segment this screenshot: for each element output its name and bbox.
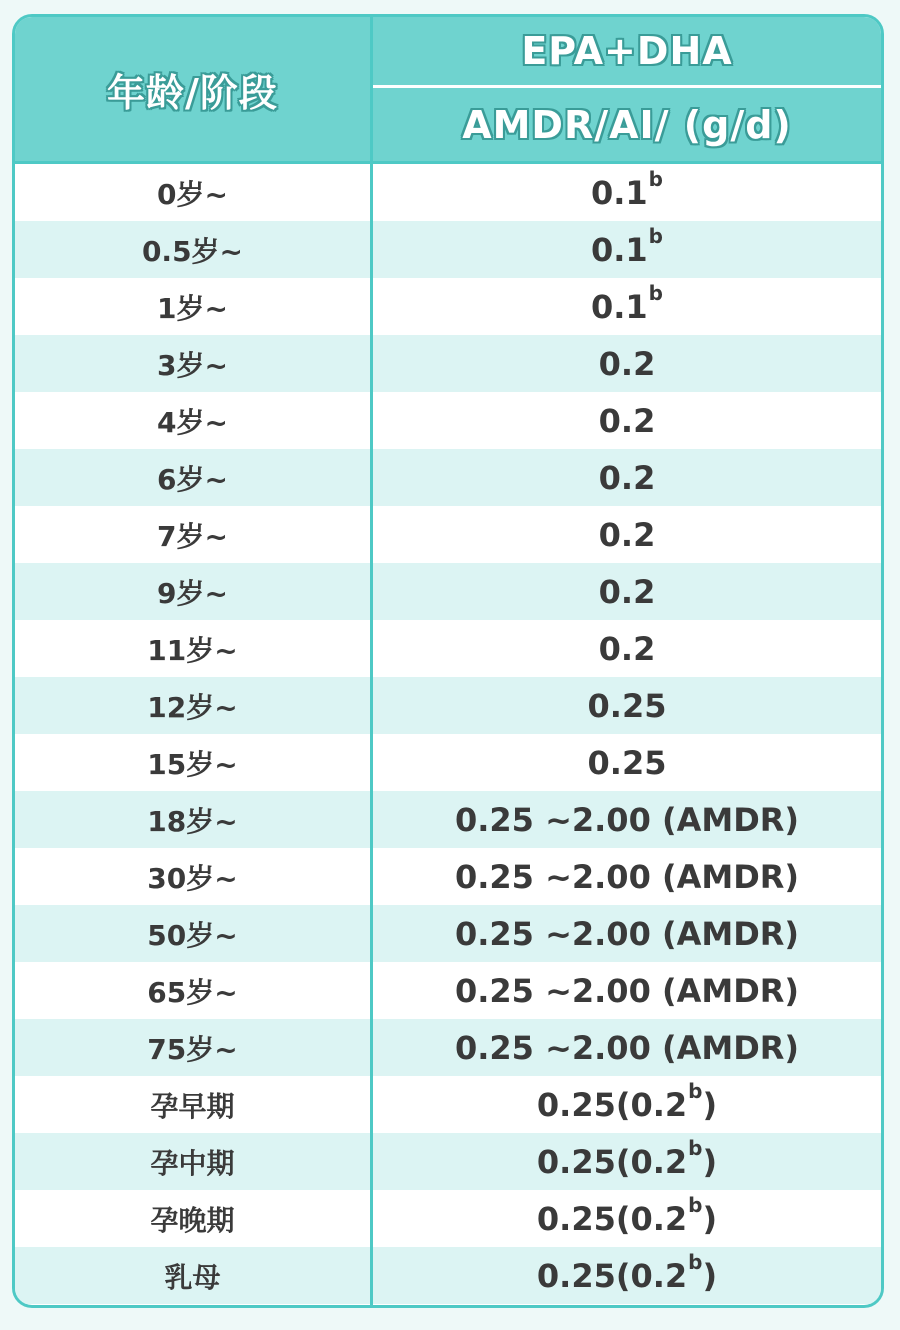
footnote-superscript: b — [688, 1192, 703, 1217]
header-unit-cell — [373, 88, 881, 161]
age-cell: 9岁~ — [157, 576, 228, 610]
age-cell: 0岁~ — [157, 177, 228, 211]
value-cell — [373, 563, 881, 620]
value-cell — [373, 221, 881, 278]
table-row — [15, 506, 881, 563]
value-cell — [373, 905, 881, 962]
age-cell: 4岁~ — [157, 405, 228, 439]
value-cell — [373, 335, 881, 392]
value-tail: ) — [702, 1199, 718, 1238]
header-age-label: 年龄/阶段 — [107, 70, 278, 115]
value-text: 0.25 — [587, 686, 667, 725]
age-cell: 50岁~ — [147, 918, 238, 952]
value-cell — [373, 1076, 881, 1133]
table-row — [15, 164, 881, 221]
table-row — [15, 1019, 881, 1076]
value-cell — [373, 962, 881, 1019]
age-cell: 乳母 — [164, 1260, 221, 1294]
value-text: 0.2 — [598, 344, 656, 383]
table-row — [15, 1076, 881, 1133]
age-cell: 1岁~ — [157, 291, 228, 325]
value-text: 0.1 — [590, 230, 648, 269]
age-cell: 12岁~ — [147, 690, 238, 724]
value-cell — [373, 791, 881, 848]
table-row — [15, 221, 881, 278]
value-text: 0.25 ~2.00 (AMDR) — [454, 800, 800, 839]
value-cell — [373, 278, 881, 335]
footnote-superscript: b — [648, 223, 663, 248]
value-text: 0.25(0.2 — [536, 1085, 688, 1124]
table-row — [15, 1190, 881, 1247]
table-header — [15, 17, 881, 161]
header-age-cell — [15, 17, 370, 161]
column-divider — [370, 17, 373, 1308]
value-text: 0.2 — [598, 458, 656, 497]
footnote-superscript: b — [688, 1249, 703, 1274]
value-cell — [373, 677, 881, 734]
footnote-superscript: b — [648, 280, 663, 305]
nutrition-table — [12, 14, 884, 1308]
table-row — [15, 449, 881, 506]
age-cell: 孕中期 — [150, 1146, 235, 1180]
value-cell — [373, 620, 881, 677]
footnote-superscript: b — [688, 1135, 703, 1160]
value-text: 0.2 — [598, 515, 656, 554]
age-cell: 30岁~ — [147, 861, 238, 895]
table-row — [15, 734, 881, 791]
table-body — [15, 164, 881, 1304]
table-row — [15, 677, 881, 734]
value-cell — [373, 848, 881, 905]
value-text: 0.25 ~2.00 (AMDR) — [454, 1028, 800, 1067]
age-cell: 0.5岁~ — [141, 234, 244, 268]
table-row — [15, 962, 881, 1019]
value-text: 0.25(0.2 — [536, 1256, 688, 1295]
value-text: 0.25 ~2.00 (AMDR) — [454, 914, 800, 953]
age-cell: 15岁~ — [147, 747, 238, 781]
value-text: 0.2 — [598, 401, 656, 440]
age-cell: 孕早期 — [150, 1089, 235, 1123]
age-cell: 11岁~ — [147, 633, 238, 667]
table-row — [15, 848, 881, 905]
age-cell: 孕晚期 — [150, 1203, 235, 1237]
value-text: 0.1 — [590, 173, 648, 212]
value-cell — [373, 506, 881, 563]
value-tail: ) — [702, 1085, 718, 1124]
header-unit-label: AMDR/AI/ (g/d) — [462, 102, 792, 147]
value-cell — [373, 1133, 881, 1190]
value-cell — [373, 734, 881, 791]
table-row — [15, 1247, 881, 1304]
table-row — [15, 278, 881, 335]
value-cell — [373, 1247, 881, 1304]
value-text: 0.25(0.2 — [536, 1199, 688, 1238]
value-text: 0.25 — [587, 743, 667, 782]
header-nutrient-cell — [373, 17, 881, 85]
table-row — [15, 905, 881, 962]
age-cell: 75岁~ — [147, 1032, 238, 1066]
footnote-superscript: b — [648, 166, 663, 191]
age-cell: 18岁~ — [147, 804, 238, 838]
value-text: 0.25 ~2.00 (AMDR) — [454, 857, 800, 896]
table-row — [15, 791, 881, 848]
value-text: 0.25(0.2 — [536, 1142, 688, 1181]
value-text: 0.1 — [590, 287, 648, 326]
value-tail: ) — [702, 1256, 718, 1295]
age-cell: 6岁~ — [157, 462, 228, 496]
value-text: 0.25 ~2.00 (AMDR) — [454, 971, 800, 1010]
table-row — [15, 335, 881, 392]
age-cell: 65岁~ — [147, 975, 238, 1009]
value-text: 0.2 — [598, 572, 656, 611]
value-cell — [373, 1190, 881, 1247]
value-cell — [373, 164, 881, 221]
age-cell: 7岁~ — [157, 519, 228, 553]
table-row — [15, 1133, 881, 1190]
value-tail: ) — [702, 1142, 718, 1181]
value-text: 0.2 — [598, 629, 656, 668]
value-cell — [373, 392, 881, 449]
table-row — [15, 563, 881, 620]
table-row — [15, 392, 881, 449]
header-nutrient-label: EPA+DHA — [521, 29, 733, 73]
footnote-superscript: b — [688, 1078, 703, 1103]
value-cell — [373, 449, 881, 506]
value-cell — [373, 1019, 881, 1076]
table-row — [15, 620, 881, 677]
age-cell: 3岁~ — [157, 348, 228, 382]
